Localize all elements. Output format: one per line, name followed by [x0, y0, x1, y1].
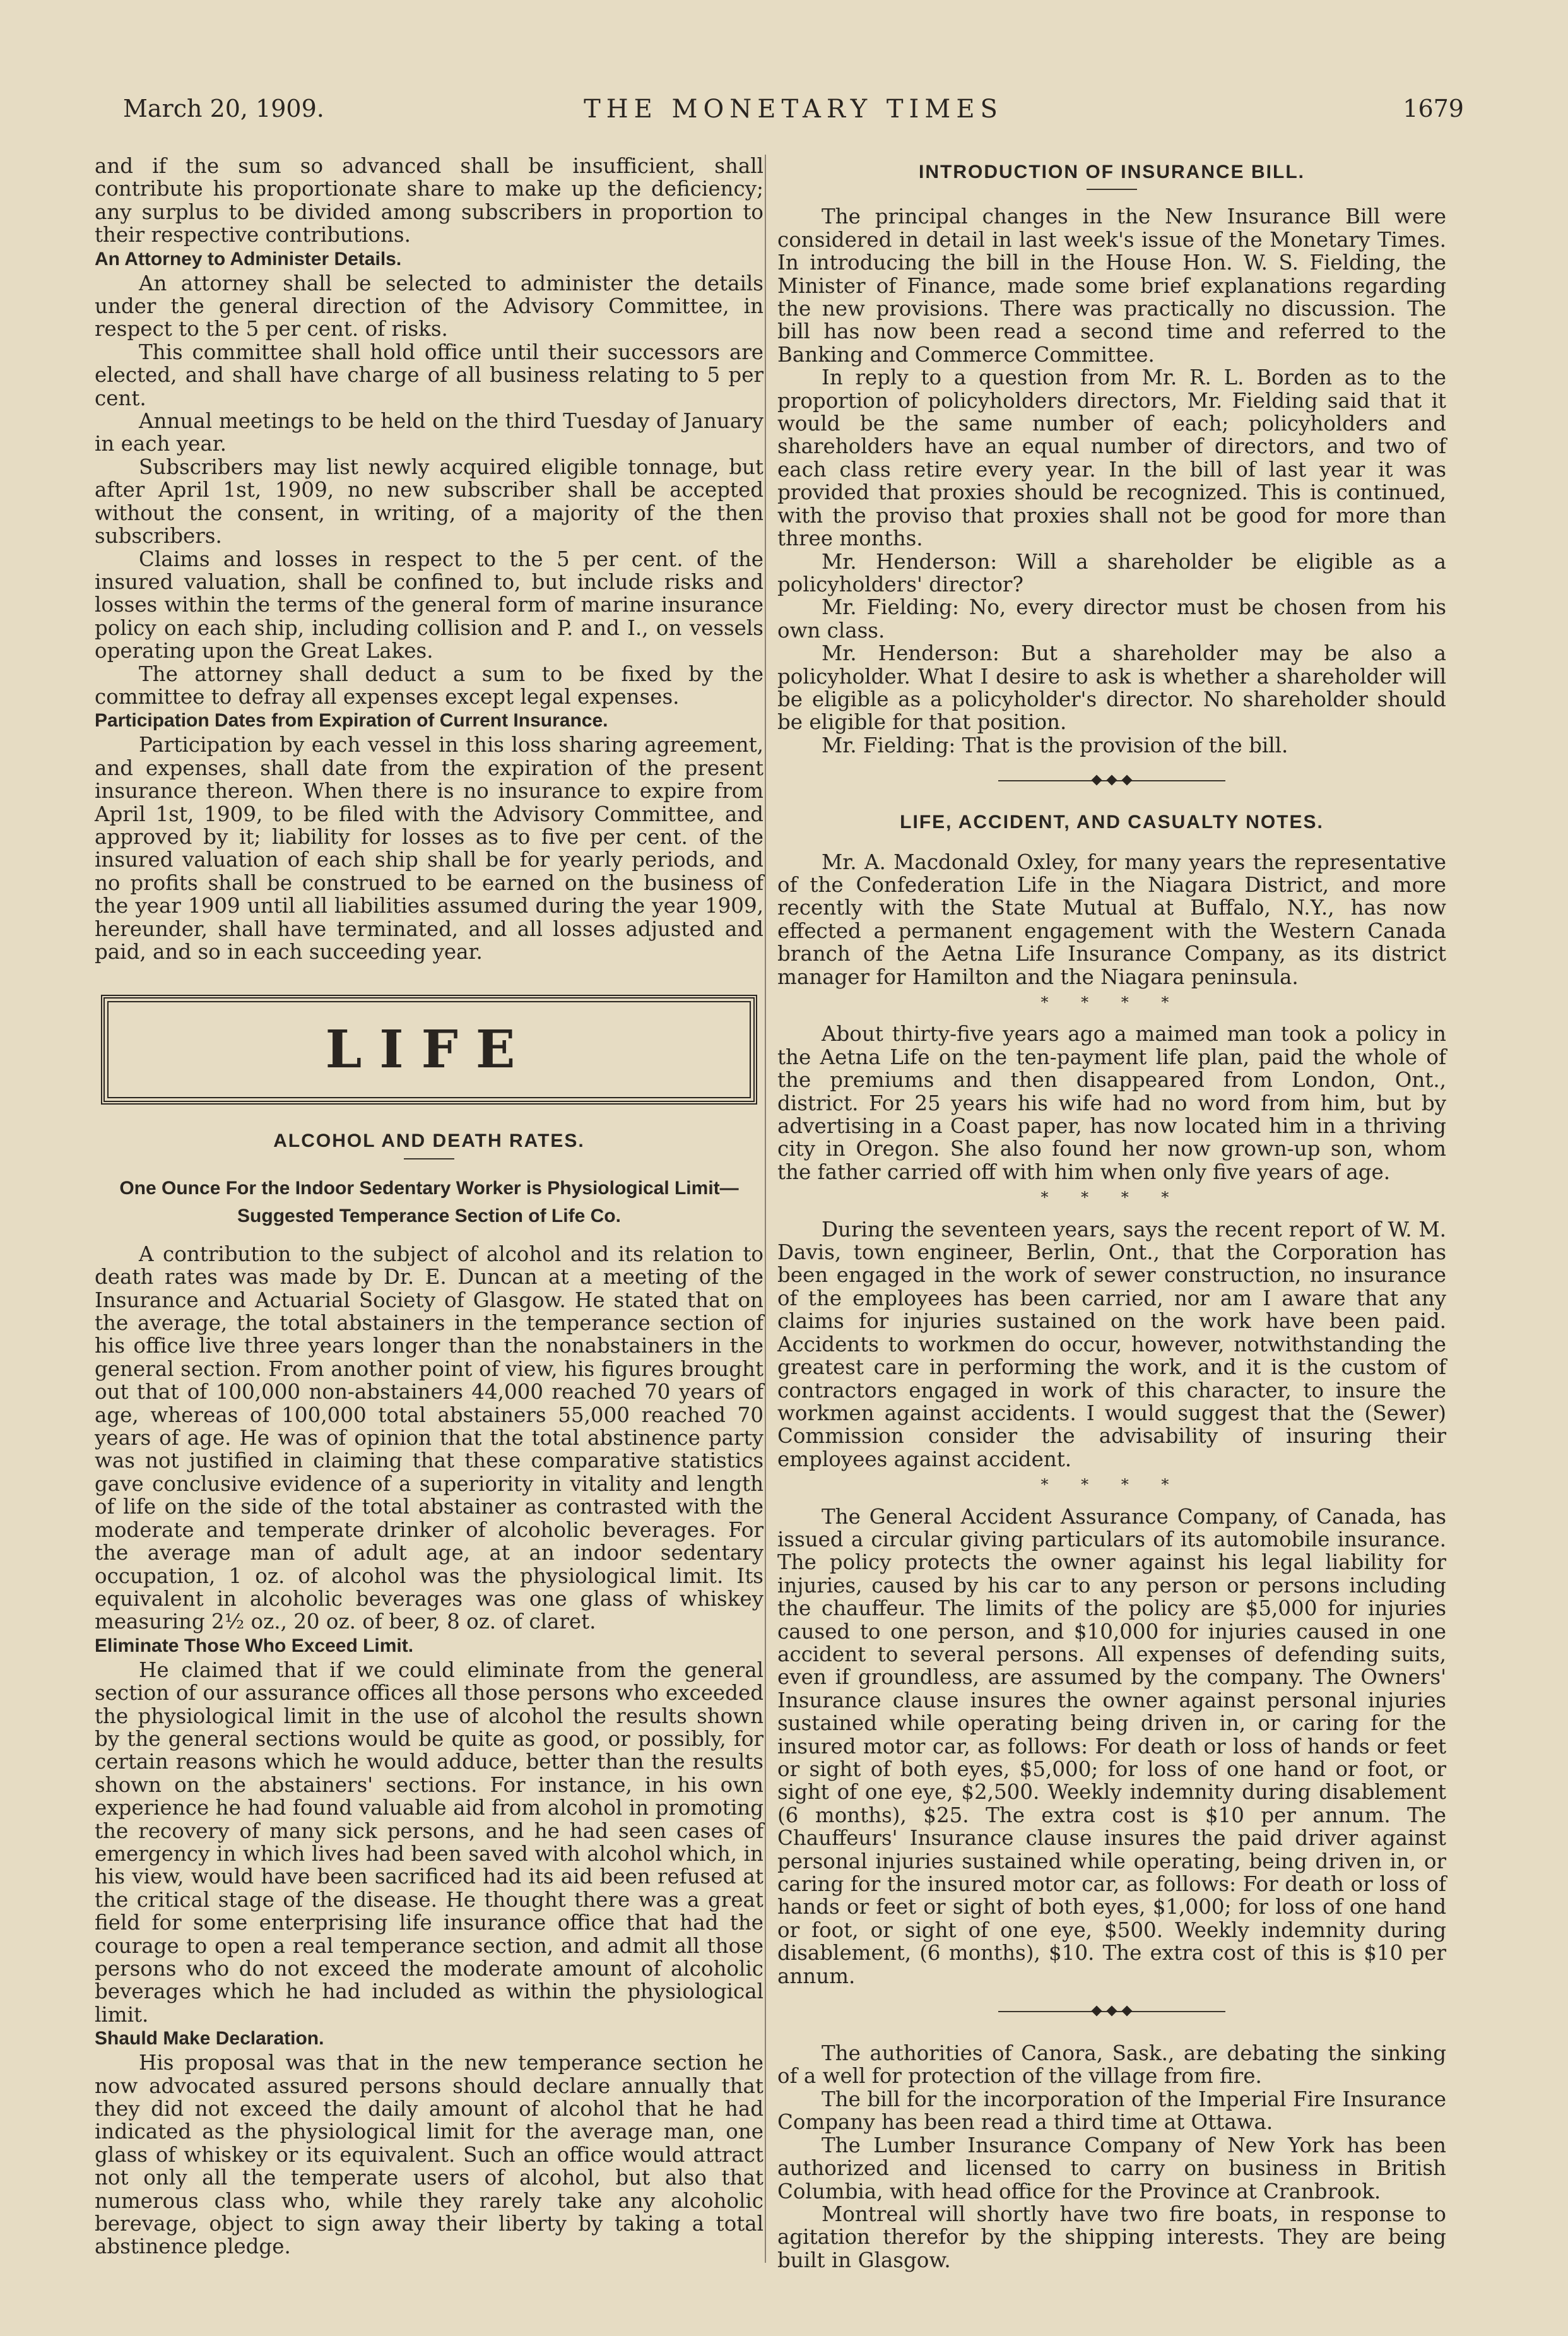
paragraph: Subscribers may list newly acquired eligible tonnage, but after April 1st, 1909, no new subscriber shall be accepted without the consent, in writing, of a majority of the then subscribers. [95, 454, 763, 548]
page-header [123, 95, 1464, 133]
life-banner-text: LIFE [325, 1019, 533, 1081]
paragraph: About thirty-five years ago a maimed man took a policy in the Aetna Life on the ten-payment life plan, paid the whole of the premiums and then disappeared from London, Ont., district. For 25 years his wife had no word from him, but by advertising in a Coast paper, has now located him in a thriving city in Oregon. She also found her now grown-up son, whom the father carried off with him when only five years of age. [777, 1022, 1446, 1184]
article-title: LIFE, ACCIDENT, AND CASUALTY NOTES. [900, 812, 1324, 833]
issue-date: March 20, 1909. [123, 95, 324, 122]
paragraph: The General Accident Assurance Company, of Canada, has issued a circular giving particulars of its automobile insurance. The policy protects the owner against his legal liability for injuries, caused by his car to any person or persons including the chauffeur. The limits of the policy are $5,000 for injuries caused to one person, and $10,000 for injuries caused in one accident to several persons. All expenses of defending suits, even if groundless, are assumed by the company. The Owners' Insurance clause insures the owner against personal injuries sustained while operating being driven in, or caring for the insured motor car, as follows: For death or loss of hands or feet or sight of both eyes, $5,000; for loss of one hand or foot, or sight of one eye, $2,500. Weekly indemnity during disablement (6 months), $25. The extra cost is $10 per annum. The Chauffeurs' Insurance clause insures the paid driver against personal injuries sustained while operating, being driven in, or caring for the insured motor car, as follows: For death or loss of hands or feet or sight of both eyes, $1,000; for loss of one hand or foot, or sight of one eye, $500. Weekly indemnity during disablement, (6 months), $10. The extra cost of this is $10 per annum. [777, 1504, 1446, 1988]
paragraph: Mr. A. Macdonald Oxley, for many years the representative of the Confederation Life in the Niagara District, and more recently with the State Mutual at Buffalo, N.Y., has now effected a permanent engagement with the Western Canada branch of the Aetna Life Insurance Company, as its district manager for Hamilton and the Niagara peninsula. [777, 850, 1446, 989]
paragraph: This committee shall hold office until their successors are elected, and shall have charge of all business relating to 5 per cent. [95, 340, 763, 410]
paragraph: Participation by each vessel in this loss sharing agreement, and expenses, shall date from the expiration of the present insurance thereon. When there is no insurance to expire from April 1st, 1909, to be filed with the Advisory Committee, and approved by it; liability for losses as to five per cent. of the insured valuation of each ship shall be for yearly periods, and no profits shall be construed to be earned on the business of the year 1909 until all liabilities assumed during the year 1909, hereunder, shall have terminated, and all losses adjusted and paid, and so in each succeeding year. [95, 733, 763, 964]
paragraph: During the seventeen years, says the recent report of W. M. Davis, town engineer, Berlin, Ont., that the Corporation has been engaged in the work of sewer construction, no insurance of the employees has been carried, nor am I aware that any claims for injuries sustained on the work have been paid. Accidents to workmen do occur, however, notwithstanding the greatest care in performing the work, and it is the custom of contractors engaged in work of this character, to insure the workmen against accidents. I would suggest that the (Sewer) Commission consider the advisability of insuring their employees against accident. [777, 1217, 1446, 1471]
star-separator: * * * * [1040, 1189, 1183, 1207]
divider [1087, 189, 1137, 190]
paragraph: Montreal will shortly have two fire boats, in response to agitation therefor by the shipping interests. They are being built in Glasgow. [777, 2202, 1446, 2272]
left-column [95, 155, 763, 2258]
paragraph: The Lumber Insurance Company of New York has been authorized and licensed to carry on business in British Columbia, with head office for the Province at Cranbrook. [777, 2133, 1446, 2203]
subheading: Participation Dates from Expiration of Current Insurance. [95, 710, 608, 732]
paragraph: Claims and losses in respect to the 5 per cent. of the insured valuation, shall be confined to, but include risks and losses within the terms of the general form of marine insurance policy on each ship, including collision and P. and I., on vessels operating upon the Great Lakes. [95, 547, 763, 663]
paragraph: The principal changes in the New Insurance Bill were considered in detail in last week's issue of the Monetary Times. In introducing the bill in the House Hon. W. S. Fielding, the Minister of Finance, made some brief explanations regarding the new provisions. There was practically no discussion. The bill has now been read a second time and referred to the Banking and Commerce Committee. [777, 205, 1446, 367]
ornamental-divider [998, 2007, 1225, 2017]
paragraph: Mr. Fielding: No, every director must be chosen from his own class. [777, 595, 1446, 643]
publication-title: THE MONETARY TIMES [584, 95, 1003, 124]
star-separator: * * * * [1040, 993, 1183, 1011]
divider [404, 1158, 454, 1159]
paragraph: and if the sum so advanced shall be insufficient, shall contribute his proportionate share to make up the deficiency; any surplus to be divided among subscribers in proportion to their respective contributions. [95, 154, 763, 247]
paragraph: The bill for the incorporation of the Imperial Fire Insurance Company has been read a third time at Ottawa. [777, 2087, 1446, 2135]
article-subtitle: One Ounce For the Indoor Sedentary Worker is Physiological Limit—Suggested Temperance Section of Life Co. [119, 1177, 739, 1226]
paragraph: Mr. Fielding: That is the provision of the bill. [822, 733, 1288, 757]
star-separator: * * * * [1040, 1476, 1183, 1494]
subheading: An Attorney to Administer Details. [95, 248, 402, 270]
paragraph: Mr. Henderson: Will a shareholder be eligible as a policyholders' director? [777, 549, 1446, 596]
right-column [777, 155, 1446, 2272]
column-divider [765, 155, 766, 2263]
subheading: Eliminate Those Who Exceed Limit. [95, 1635, 414, 1656]
ornamental-divider [998, 776, 1225, 786]
paragraph: Annual meetings to be held on the third Tuesday of January in each year. [95, 409, 763, 456]
paragraph: In reply to a question from Mr. R. L. Borden as to the proportion of policyholders directors, Mr. Fielding said that it would be the same number of each; policyholders and shareholders have an equal number of directors, and two of each class retire every year. In the bill of last year it was provided that proxies should be recognized. This is continued, with the proviso that proxies shall not be good for more than three months. [777, 365, 1446, 551]
paragraph: The authorities of Canora, Sask., are debating the sinking of a well for protection of the village from fire. [777, 2041, 1446, 2089]
article-title: ALCOHOL AND DEATH RATES. [273, 1130, 585, 1152]
paragraph: He claimed that if we could eliminate from the general section of our assurance offices all those persons who exceeded the physiological limit in the use of alcohol the results shown by the general sections would be quite as good, or possibly, for certain reasons which he would adduce, better than the results shown on the abstainers' sections. For instance, in his own experience he had found valuable aid from alcohol in promoting the recovery of many sick persons, and he had seen cases of emergency in which lives had been saved with alcohol which, in his view, would have been sacrificed had its aid been refused at the critical stage of the disease. He thought there was a great field for some enterprising life insurance office that had the courage to open a real temperance section, and admit all those persons who do not exceed the moderate amount of alcoholic beverages which he had included as within the physiological limit. [95, 1657, 763, 2027]
paragraph: A contribution to the subject of alcohol and its relation to death rates was made by Dr. E. Duncan at a meeting of the Insurance and Actuarial Society of Glasgow. He stated that on the average, the total abstainers in the temperance section of his office live three years longer than the nonabstainers in the general section. From another point of view, his figures brought out that of 100,000 non-abstainers 44,000 reached 70 years of age, whereas of 100,000 total abstainers 55,000 reached 70 years of age. He was of opinion that the total abstinence party was not justified in claiming that these comparative statistics gave conclusive evidence of a superiority in vitality and length of life on the side of the total abstainer as contrasted with the moderate and temperate drinker of alcoholic beverages. For the average man of adult age, at an indoor sedentary occupation, 1 oz. of alcohol was the physiological limit. Its equivalent in alcoholic beverages was one glass of whiskey measuring 2½ oz., 20 oz. of beer, 8 oz. of claret. [95, 1242, 763, 1634]
subheading: Shauld Make Declaration. [95, 2028, 324, 2049]
paragraph: Mr. Henderson: But a shareholder may be also a policyholder. What I desire to ask is whether a shareholder will be eligible as a policyholder's director. No shareholder should be eligible for that position. [777, 641, 1446, 735]
paragraph: The attorney shall deduct a sum to be fixed by the committee to defray all expenses except legal expenses. [95, 661, 763, 709]
page-number: 1679 [1403, 95, 1464, 122]
paragraph: His proposal was that in the new temperance section he now advocated assured persons should declare annually that they did not exceed the daily amount of alcohol that he had indicated as the physiological limit for the average man, one glass of whiskey or its equivalent. Such an office would attract not only all the temperate users of alcohol, but also that numerous class who, while they rarely take any alcoholic berevage, object to sign away their liberty by taking a total abstinence pledge. [95, 2051, 763, 2259]
life-section-banner [101, 995, 757, 1105]
article-title: INTRODUCTION OF INSURANCE BILL. [919, 162, 1305, 182]
paragraph: An attorney shall be selected to administer the details under the general direction of the Advisory Committee, in respect to the 5 per cent. of risks. [95, 271, 763, 341]
